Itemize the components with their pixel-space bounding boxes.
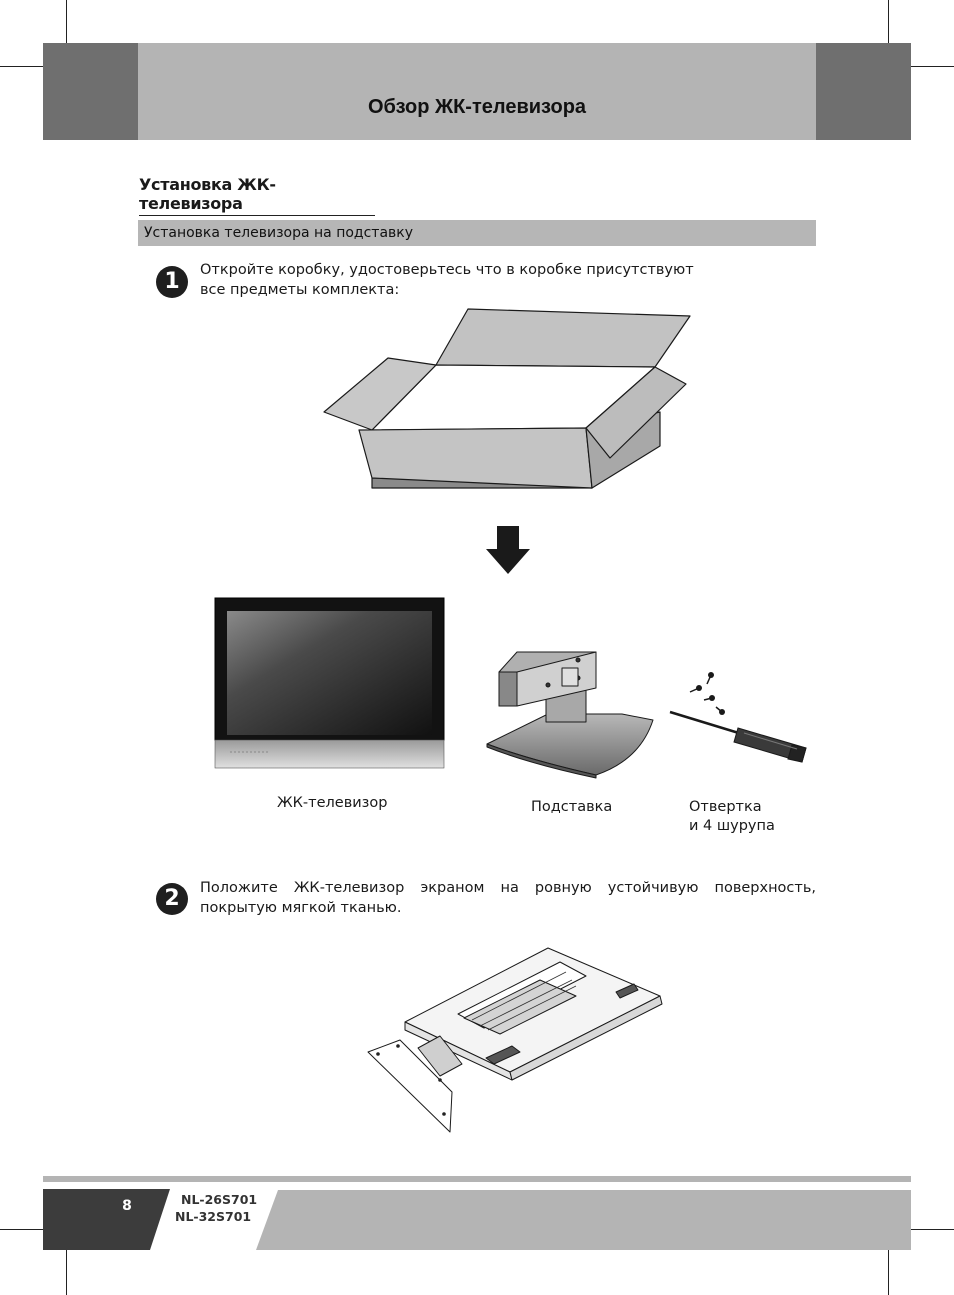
section-title: Установка ЖК-телевизора [139,175,375,216]
model-name-1: NL-26S701 [181,1192,258,1207]
screwdriver-label-line-2: и 4 шурупа [689,818,775,834]
step-1-badge: 1 [156,266,188,298]
stand-label: Подставка [531,799,613,815]
step-1-line-1: Откройте коробку, удостоверьтесь что в коробке присутствуют [200,262,694,278]
tv-label: ЖК-телевизор [277,795,388,811]
model-names [175,1191,257,1225]
step-2-line-1: Положите ЖК-телевизор экраном на ровную устойчивую поверхность, [200,880,816,896]
step-1-line-2: все предметы комплекта: [200,282,400,298]
model-name-2: NL-32S701 [175,1209,252,1224]
step-2-line-2: покрытую мягкой тканью. [200,900,402,916]
screwdriver-label-line-1: Отвертка [689,799,762,815]
step-2-badge: 2 [156,883,188,915]
subsection-title: Установка телевизора на подставку [144,225,414,241]
page-title: Обзор ЖК-телевизора [367,96,587,118]
page-number: 8 [122,1198,132,1214]
